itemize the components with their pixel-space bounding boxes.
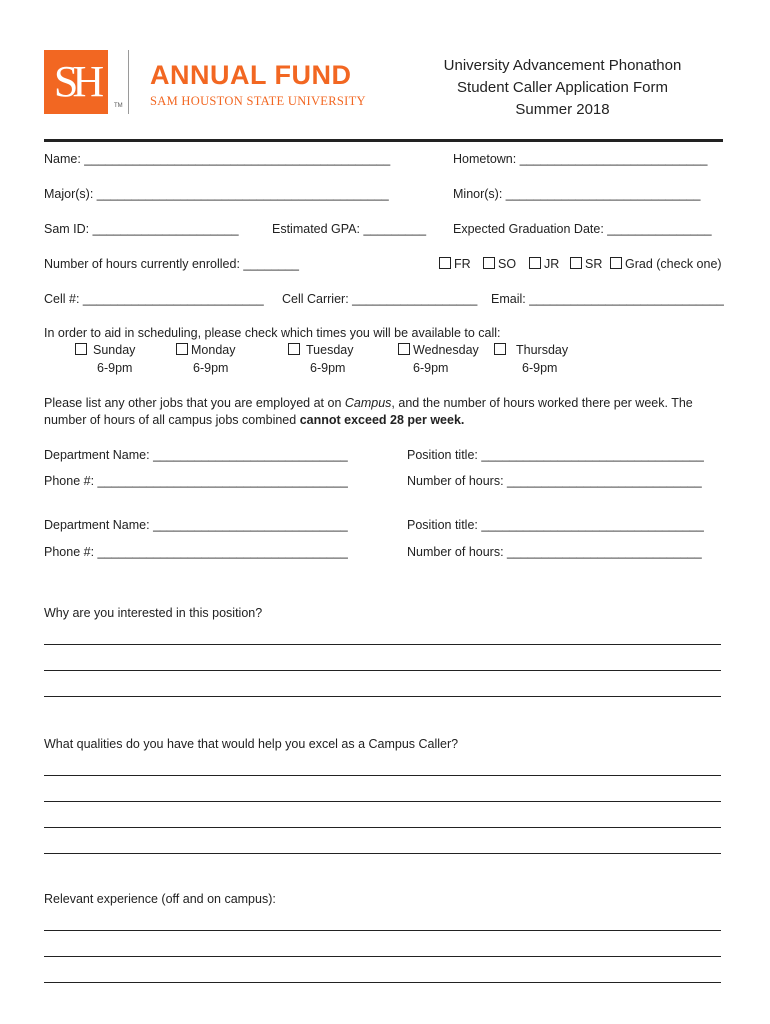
logo-divider [128, 50, 129, 114]
class-sr-checkbox[interactable]: SR [570, 257, 602, 271]
thursday-checkbox[interactable]: Thursday [494, 343, 568, 357]
schedule-prompt: In order to aid in scheduling, please check which times you will be available to call: [44, 326, 501, 340]
tuesday-time: 6-9pm [310, 361, 346, 375]
cell-number-field[interactable]: Cell #: __________________________ [44, 292, 264, 306]
department-name-field-2[interactable]: Department Name: ____________________________ [44, 518, 348, 532]
sunday-checkbox[interactable]: Sunday [75, 343, 135, 357]
thursday-time: 6-9pm [522, 361, 558, 375]
cell-carrier-field[interactable]: Cell Carrier: __________________ [282, 292, 478, 306]
header-rule [44, 139, 723, 142]
checkbox-icon [494, 343, 506, 355]
trademark-mark: TM [114, 103, 123, 109]
class-so-checkbox[interactable]: SO [483, 257, 516, 271]
checkbox-icon [398, 343, 410, 355]
question-qualities: What qualities do you have that would help you excel as a Campus Caller? [44, 737, 459, 751]
hometown-field[interactable]: Hometown: ___________________________ [453, 152, 708, 166]
gpa-field[interactable]: Estimated GPA: _________ [272, 222, 427, 236]
monday-checkbox[interactable]: Monday [176, 343, 235, 357]
checkbox-icon [439, 257, 451, 269]
checkbox-icon [529, 257, 541, 269]
position-title-field-2[interactable]: Position title: ________________________________ [407, 518, 704, 532]
monday-time: 6-9pm [193, 361, 229, 375]
checkbox-icon [610, 257, 622, 269]
wednesday-time: 6-9pm [413, 361, 449, 375]
checkbox-icon [288, 343, 300, 355]
job-hours-field-1[interactable]: Number of hours: ____________________________ [407, 474, 702, 488]
tuesday-checkbox[interactable]: Tuesday [288, 343, 353, 357]
answer-line[interactable] [44, 827, 721, 828]
sam-id-field[interactable]: Sam ID: _____________________ [44, 222, 239, 236]
answer-line[interactable] [44, 930, 721, 931]
checkbox-icon [176, 343, 188, 355]
answer-line[interactable] [44, 775, 721, 776]
answer-line[interactable] [44, 853, 721, 854]
phone-field-1[interactable]: Phone #: ____________________________________ [44, 474, 348, 488]
sunday-time: 6-9pm [97, 361, 133, 375]
form-heading-line3: Summer 2018 [515, 101, 610, 118]
form-heading-line1: University Advancement Phonathon [443, 57, 682, 74]
form-heading-line2: Student Caller Application Form [457, 79, 668, 96]
class-fr-checkbox[interactable]: FR [439, 257, 471, 271]
job-hours-field-2[interactable]: Number of hours: ____________________________ [407, 545, 702, 559]
class-grad-checkbox[interactable]: Grad (check one) [610, 257, 722, 271]
checkbox-icon [75, 343, 87, 355]
email-field[interactable]: Email: ____________________________ [491, 292, 724, 306]
annual-fund-title: ANNUAL FUND [150, 60, 352, 90]
name-field[interactable]: Name: ____________________________________________ [44, 152, 391, 166]
jobs-instructions-line2: number of hours of all campus jobs combined cannot exceed 28 per week. [44, 413, 465, 427]
answer-line[interactable] [44, 670, 721, 671]
answer-line[interactable] [44, 644, 721, 645]
wednesday-checkbox[interactable]: Wednesday [398, 343, 479, 357]
question-experience: Relevant experience (off and on campus): [44, 892, 276, 906]
university-name: SAM HOUSTON STATE UNIVERSITY [150, 94, 366, 108]
question-interest: Why are you interested in this position? [44, 606, 263, 620]
shsu-monogram-logo: SH [44, 50, 108, 114]
checkbox-icon [570, 257, 582, 269]
answer-line[interactable] [44, 956, 721, 957]
answer-line[interactable] [44, 801, 721, 802]
department-name-field-1[interactable]: Department Name: ____________________________ [44, 448, 348, 462]
phone-field-2[interactable]: Phone #: ____________________________________ [44, 545, 348, 559]
position-title-field-1[interactable]: Position title: ________________________________ [407, 448, 704, 462]
graduation-date-field[interactable]: Expected Graduation Date: _______________ [453, 222, 712, 236]
jobs-instructions-line1: Please list any other jobs that you are employed at on Campus, and the number of hours worked there per week. The [44, 396, 693, 410]
minors-field[interactable]: Minor(s): ____________________________ [453, 187, 701, 201]
answer-line[interactable] [44, 982, 721, 983]
class-jr-checkbox[interactable]: JR [529, 257, 559, 271]
majors-field[interactable]: Major(s): __________________________________________ [44, 187, 389, 201]
hours-enrolled-field[interactable]: Number of hours currently enrolled: ________ [44, 257, 300, 271]
answer-line[interactable] [44, 696, 721, 697]
checkbox-icon [483, 257, 495, 269]
